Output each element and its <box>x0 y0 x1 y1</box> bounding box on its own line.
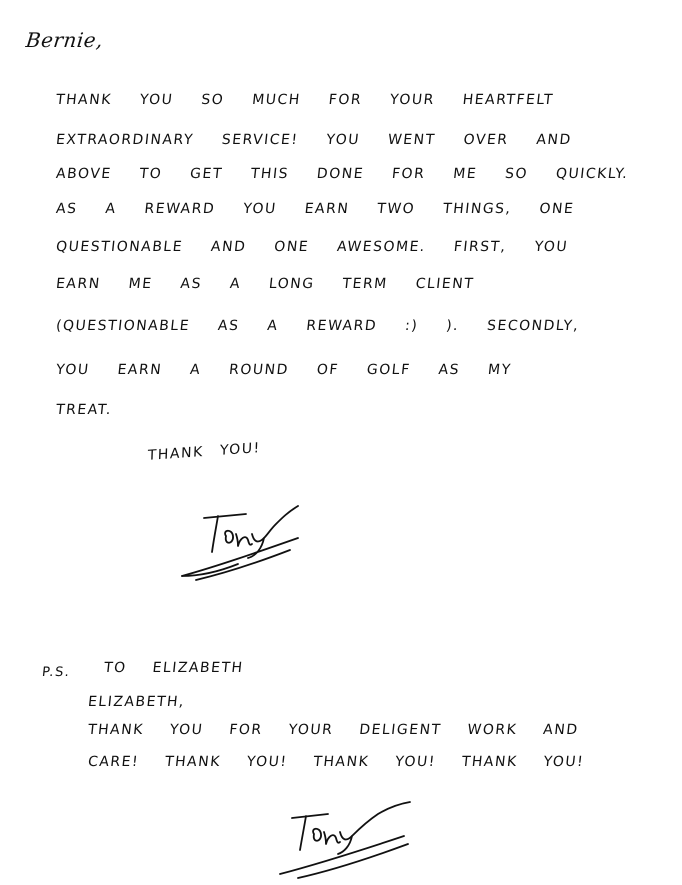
ps-line: ELIZABETH, <box>87 694 186 710</box>
body-line: YOU EARN A ROUND OF GOLF AS MY <box>55 362 513 378</box>
closing-thank-you: THANK YOU! <box>147 440 261 464</box>
body-line: THANK YOU SO MUCH FOR YOUR HEARTFELT <box>55 92 555 108</box>
body-line: (QUESTIONABLE AS A REWARD :) ). SECONDLY, <box>55 318 581 334</box>
ps-line: CARE! THANK YOU! THANK YOU! THANK YOU! <box>87 754 586 770</box>
body-line: TREAT. <box>55 402 113 418</box>
ps-recipient: TO ELIZABETH <box>103 660 245 676</box>
greeting: Bernie, <box>24 28 105 52</box>
ps-signature-tony <box>278 800 428 880</box>
ps-line: THANK YOU FOR YOUR DELIGENT WORK AND <box>87 722 580 738</box>
body-line: EARN ME AS A LONG TERM CLIENT <box>55 276 476 292</box>
body-line: AS A REWARD YOU EARN TWO THINGS, ONE <box>55 201 576 217</box>
signature-tony <box>178 494 328 584</box>
body-line: QUESTIONABLE AND ONE AWESOME. FIRST, YOU <box>55 239 569 255</box>
body-line: ABOVE TO GET THIS DONE FOR ME SO QUICKLY. <box>55 166 630 182</box>
body-line: EXTRAORDINARY SERVICE! YOU WENT OVER AND <box>55 132 573 148</box>
ps-label: P.S. <box>41 665 72 680</box>
